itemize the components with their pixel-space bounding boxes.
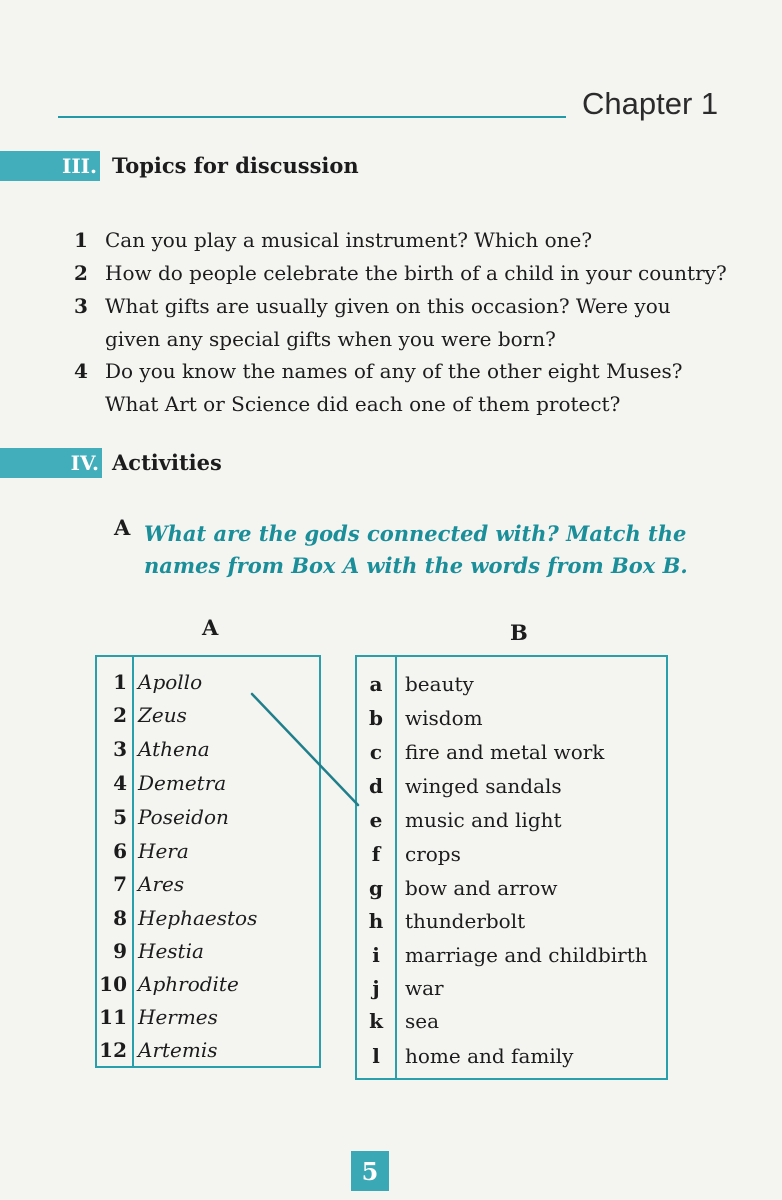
box-a-number: 3 [113, 736, 127, 761]
box-a-number: 7 [113, 871, 127, 896]
question-text: How do people celebrate the birth of a child in your country? [105, 261, 727, 285]
box-a-heading: A [202, 615, 219, 640]
question-number: 4 [74, 359, 88, 383]
box-a-number: 12 [99, 1037, 127, 1062]
box-b-word: bow and arrow [405, 875, 558, 900]
question-text: Do you know the names of any of the other eight Muses? What Art or Science did each one of them protect? [105, 359, 683, 416]
box-a-number: 6 [113, 838, 127, 863]
box-b-letter: l [372, 1043, 380, 1068]
section-3-title: Topics for discussion [112, 153, 359, 178]
box-b-letter: a [369, 671, 383, 696]
box-b-word: marriage and childbirth [405, 942, 648, 967]
box-b-word: crops [405, 841, 461, 866]
box-a-name: Hestia [138, 938, 204, 963]
box-a-name: Artemis [138, 1037, 218, 1062]
box-b-letter: g [369, 875, 383, 900]
box-b-word: home and family [405, 1043, 574, 1068]
box-a-name: Hera [138, 838, 189, 863]
box-b-letter: b [369, 705, 383, 730]
question-number: 1 [74, 228, 88, 252]
box-a-number: 4 [113, 770, 127, 795]
section-4-numeral: IV. [0, 448, 102, 478]
box-b-word: music and light [405, 807, 562, 832]
box-a-name: Ares [138, 871, 185, 896]
box-b-letter: d [369, 773, 383, 798]
box-a-name: Athena [138, 736, 210, 761]
box-b-word: fire and metal work [405, 739, 605, 764]
box-b-letter: c [369, 739, 383, 764]
box-b-heading: B [510, 620, 528, 645]
question-number: 3 [74, 294, 88, 318]
box-b-word: sea [405, 1008, 440, 1033]
box-a-number: 9 [113, 938, 127, 963]
question-number: 2 [74, 261, 88, 285]
task-letter: A [114, 515, 131, 540]
box-a-name: Hermes [138, 1004, 218, 1029]
box-a-name: Apollo [138, 669, 203, 694]
box-a-name: Aphrodite [138, 971, 239, 996]
box-a-number: 11 [99, 1004, 127, 1029]
question-text: Can you play a musical instrument? Which one? [105, 228, 593, 252]
box-b-letter: h [368, 908, 384, 933]
box-a-name: Demetra [138, 770, 227, 795]
box-a-name: Poseidon [138, 804, 229, 829]
box-b-letter: k [369, 1008, 383, 1033]
box-b-word: war [405, 975, 444, 1000]
box-a-number: 2 [113, 702, 127, 727]
task-instruction: What are the gods connected with? Match the names from Box A with the words from Box B. [144, 521, 688, 578]
box-b-letter: i [372, 942, 380, 967]
box-b-letter: j [372, 975, 380, 1000]
box-a-name: Zeus [138, 702, 187, 727]
box-b-letter: e [369, 807, 383, 832]
box-b-word: beauty [405, 671, 474, 696]
chapter-title: Chapter 1 [582, 86, 719, 121]
box-b-word: thunderbolt [405, 908, 526, 933]
section-3-numeral: III. [0, 151, 100, 181]
box-b-letter: f [371, 841, 381, 866]
box-a-number: 5 [113, 804, 127, 829]
page-number: 5 [351, 1151, 389, 1191]
section-4-title: Activities [112, 450, 222, 475]
box-b-word: winged sandals [405, 773, 562, 798]
box-a-number: 10 [99, 971, 127, 996]
question-text: What gifts are usually given on this occasion? Were you given any special gifts when you were born? [105, 294, 671, 351]
box-a-number: 8 [113, 905, 127, 930]
box-a-name: Hephaestos [138, 905, 258, 930]
box-b-word: wisdom [405, 705, 483, 730]
box-a-number: 1 [113, 669, 127, 694]
